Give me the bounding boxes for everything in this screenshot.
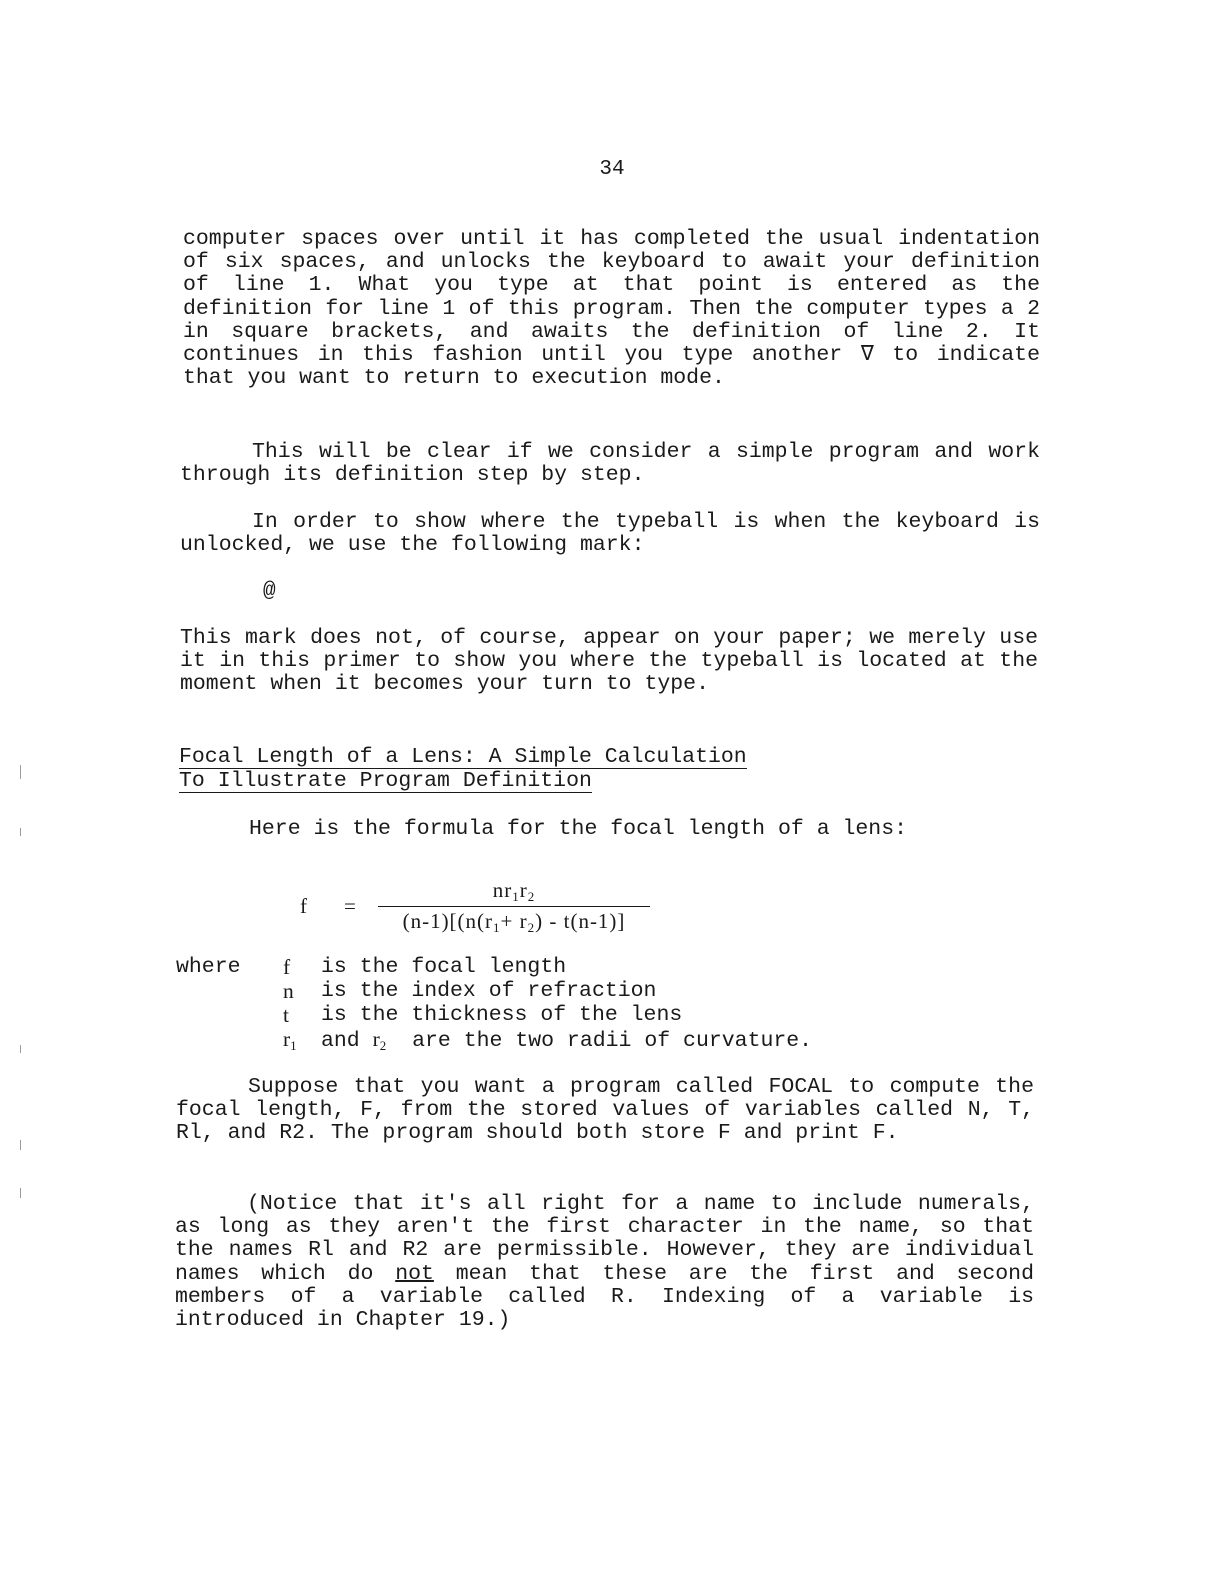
paragraph-formula-intro: [177, 818, 1037, 841]
formula-numerator: $nr_1r_2$: [378, 878, 650, 907]
where-label: where: [176, 955, 241, 979]
formula-equals: =: [344, 894, 356, 918]
definition-text: and $r_2$ are the two radii of curvature.: [321, 1027, 813, 1053]
paragraph-typeball-mark: [180, 511, 1040, 557]
scan-margin-mark: [20, 1045, 21, 1053]
paragraph-naming-note-text-a: (Notice that it's all right for a name to include numerals, as long as they aren't the first character in the name, so that the names Rl and R2 are permissible. However, they are individual names which do: [175, 1192, 1034, 1286]
section-heading: [179, 746, 747, 793]
definition-text: is the index of refraction: [321, 979, 657, 1003]
paragraph-focal-program-text: Suppose that you want a program called FOCAL to compute the focal length, F, from the stored values of variables called N, T, Rl, and R2. The program should both store F and print F.: [176, 1075, 1034, 1146]
definition-text: is the focal length: [321, 955, 567, 979]
typeball-mark: @: [263, 580, 276, 603]
paragraph-simple-program-text: This will be clear if we consider a simple program and work through its definition step by step.: [180, 440, 1040, 488]
paragraph-typeball-mark-text: In order to show where the typeball is when the keyboard is unlocked, we use the following mark:: [180, 510, 1040, 558]
emphasis-not: not: [395, 1261, 434, 1286]
formula-lhs: f: [300, 894, 307, 918]
scan-margin-mark: [20, 765, 21, 779]
paragraph-mark-explanation: This mark does not, of course, appear on your paper; we merely use it in this primer to show you where the typeball is located at the moment when it becomes your turn to type.: [180, 626, 1038, 697]
paragraph-simple-program: [180, 441, 1040, 487]
paragraph-naming-note-text-c: mean that these are the first and second members of a variable called R. Indexing of a variable is introduced in Chapter 19.): [175, 1261, 1034, 1333]
definition-symbol: f: [283, 955, 291, 979]
formula-denominator: $(n-1)[(n(r_1+ r_2) - t(n-1)]$: [402, 909, 626, 935]
scan-margin-mark: [20, 1140, 21, 1150]
definition-text: is the thickness of the lens: [321, 1003, 683, 1027]
section-heading-line-2: To Illustrate Program Definition: [179, 768, 592, 793]
paragraph-formula-intro-text: Here is the formula for the focal length of a lens:: [249, 817, 908, 841]
section-heading-line-1: Focal Length of a Lens: A Simple Calculation: [179, 745, 747, 769]
definition-symbol: n: [283, 979, 294, 1003]
paragraph-focal-program: [176, 1076, 1034, 1146]
page-number: 34: [599, 158, 625, 181]
paragraph-program-definition: computer spaces over until it has completed the usual indentation of six spaces, and unlocks the keyboard to await your definition of line 1. What you type at that point is entered as the definition for line 1 of this program. Then the computer types a 2 in square brackets, and awaits the definition of line 2. It continues in this fashion until you type another ∇ to indicate that you want to return to execution mode.: [183, 227, 1040, 391]
definition-symbol: $r_1$: [283, 1027, 297, 1053]
scan-margin-mark: [20, 828, 21, 836]
paragraph-naming-note: [175, 1193, 1034, 1332]
definition-symbol: t: [283, 1003, 289, 1027]
scan-margin-mark: [20, 1188, 21, 1198]
formula-fraction: [378, 878, 650, 936]
